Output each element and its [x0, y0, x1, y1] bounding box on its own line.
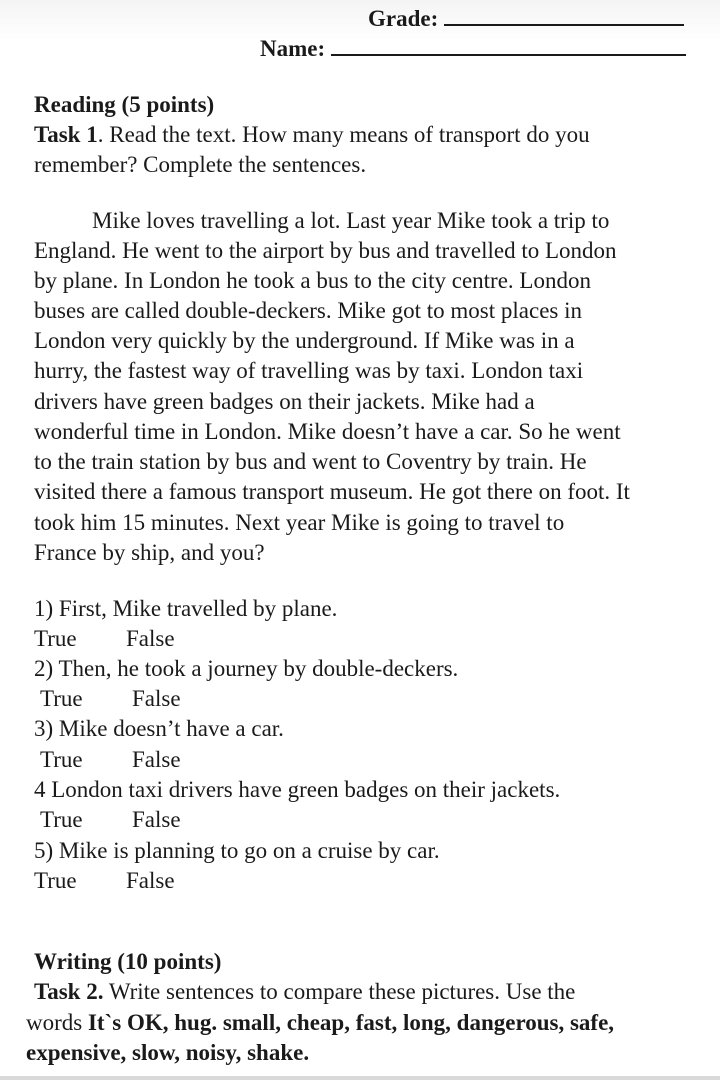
passage-line: England. He went to the airport by bus and travelled to London: [34, 238, 617, 263]
passage-line: London very quickly by the underground. If Mike was in a: [34, 328, 575, 353]
grade-blank: [444, 6, 684, 26]
passage-line: buses are called double-deckers. Mike got to most places in: [34, 298, 583, 323]
task2-instruction: [34, 977, 575, 1007]
name-line: [260, 34, 686, 64]
passage-line: hurry, the fastest way of travelling was by taxi. London taxi: [34, 358, 584, 383]
name-label: Name:: [260, 36, 326, 61]
true-false-options: [34, 624, 175, 654]
passage-line: drivers have green badges on their jackets. Mike had a: [34, 389, 535, 414]
passage-line: wonderful time in London. Mike doesn’t have a car. So he went: [34, 419, 621, 444]
true-option[interactable]: True: [34, 868, 77, 893]
reading-heading: Reading (5 points): [34, 92, 215, 117]
passage-line: by plane. In London he took a bus to the city centre. London: [34, 268, 591, 293]
task1-text-1: . Read the text. How many means of transport do you: [97, 122, 590, 147]
writing-heading: Writing (10 points): [34, 949, 222, 974]
true-option[interactable]: True: [34, 626, 77, 651]
grade-label: Grade:: [368, 6, 439, 31]
false-option[interactable]: False: [132, 686, 181, 711]
task2-words-bold-1: It`s OK, hug. small, cheap, fast, long, dangerous, safe,: [87, 1010, 615, 1035]
false-option[interactable]: False: [132, 807, 181, 832]
passage-line: Mike loves travelling a lot. Last year Mike took a trip to: [92, 208, 610, 233]
question-text: 4 London taxi drivers have green badges on their jackets.: [34, 777, 561, 802]
task1-instruction: [34, 120, 590, 150]
true-false-options: [40, 745, 181, 775]
true-false-options: [40, 805, 181, 835]
task2-words-prefix: words: [26, 1010, 88, 1035]
task1-text-2: remember? Complete the sentences.: [34, 152, 367, 177]
passage-line: to the train station by bus and went to Coventry by train. He: [34, 449, 587, 474]
question-text: 5) Mike is planning to go on a cruise by car.: [34, 838, 440, 863]
passage-line: took him 15 minutes. Next year Mike is going to travel to: [34, 510, 565, 535]
grade-line: [368, 4, 684, 34]
task2-words-line: [26, 1008, 614, 1038]
true-false-options: [40, 684, 181, 714]
passage-line: visited there a famous transport museum. He got there on foot. It: [34, 479, 630, 504]
task2-text: Write sentences to compare these pictures. Use the: [103, 979, 576, 1004]
question-text: 2) Then, he took a journey by double-deckers.: [34, 656, 459, 681]
true-option[interactable]: True: [40, 807, 83, 832]
true-option[interactable]: True: [40, 747, 83, 772]
task2-label: Task 2.: [34, 979, 104, 1004]
passage-line: France by ship, and you?: [34, 540, 265, 565]
true-false-options: [34, 866, 175, 896]
question-text: 1) First, Mike travelled by plane.: [34, 596, 338, 621]
false-option[interactable]: False: [132, 747, 181, 772]
false-option[interactable]: False: [126, 626, 175, 651]
page-bottom-edge: [0, 1076, 720, 1080]
task1-label: Task 1: [34, 122, 98, 147]
true-option[interactable]: True: [40, 686, 83, 711]
false-option[interactable]: False: [126, 868, 175, 893]
name-blank: [331, 36, 686, 56]
question-text: 3) Mike doesn’t have a car.: [34, 716, 284, 741]
task2-words-bold-2: expensive, slow, noisy, shake.: [26, 1040, 310, 1065]
